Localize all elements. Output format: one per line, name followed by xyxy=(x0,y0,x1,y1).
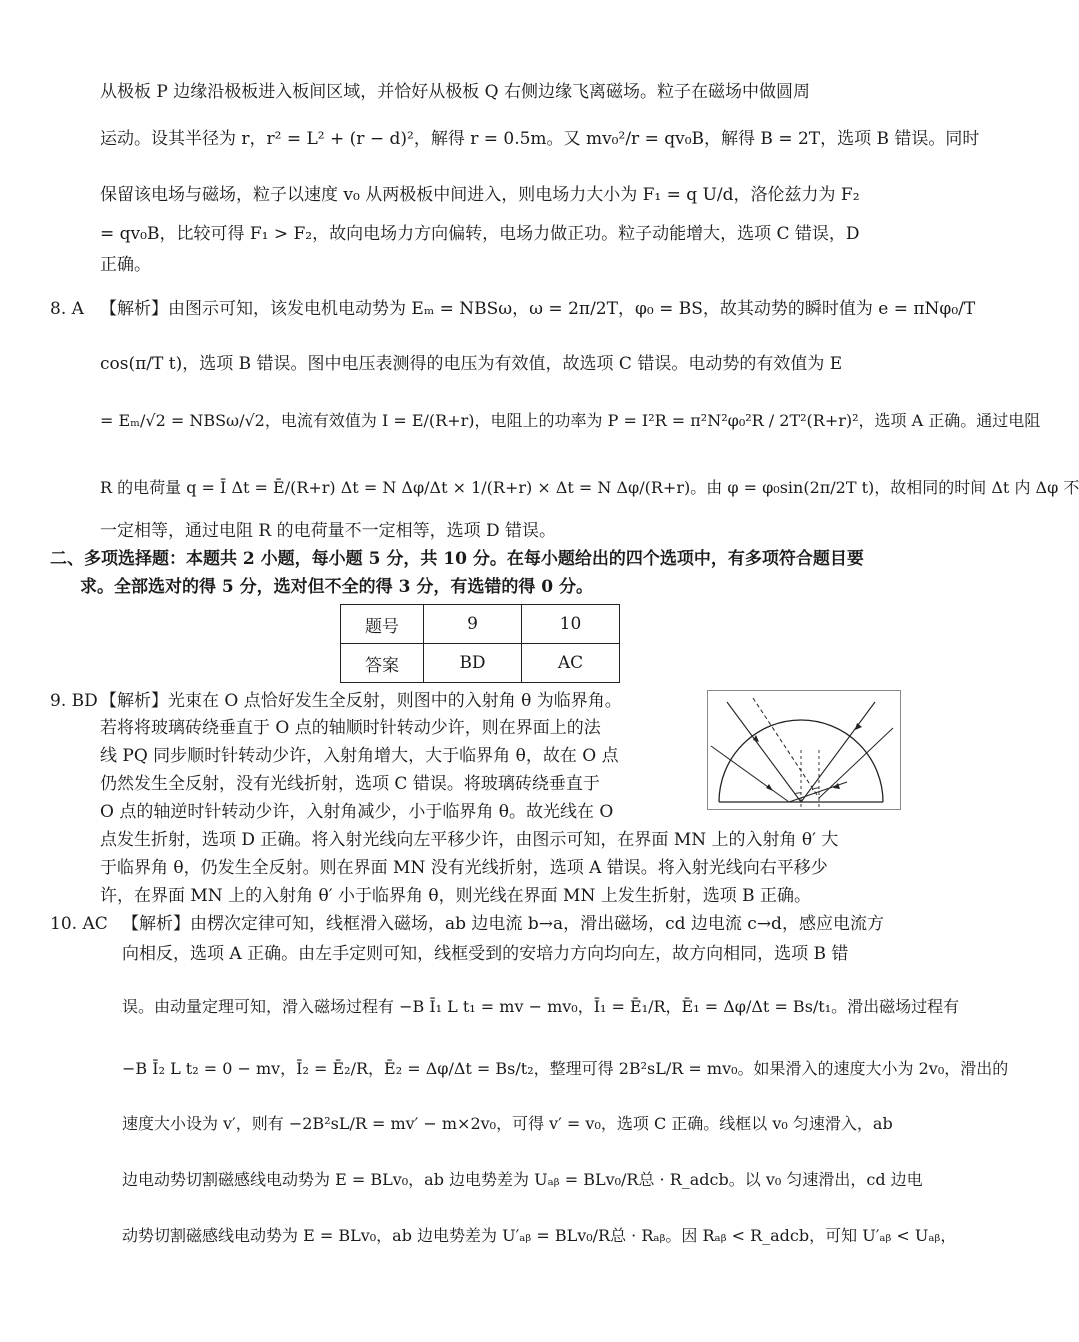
text-line: 动势切割磁感线电动势为 E = BLv₀，ab 边电势差为 U′ₐᵦ = BLv₀/R总 · Rₐᵦ。因 Rₐᵦ < R_adcb，可知 U′ₐᵦ < Uₐᵦ， xyxy=(122,1226,957,1245)
optics-diagram xyxy=(707,690,901,810)
text-line: 仍然发生全反射，没有光线折射，选项 C 错误。将玻璃砖绕垂直于 xyxy=(100,774,600,794)
angle-arc xyxy=(795,793,801,794)
text-line: cos(π/T t)，选项 B 错误。图中电压表测得的电压为有效值，故选项 C 错误。电动势的有效值为 E xyxy=(100,354,843,374)
table-row xyxy=(341,605,620,644)
question-number: 9. BD xyxy=(50,691,98,711)
text-line: 向相反，选项 A 正确。由左手定则可知，线框受到的安培力方向均向左，故方向相同，选项 B 错 xyxy=(122,944,849,964)
arrow-head xyxy=(753,735,759,742)
text-run: 【解析】由图示可知，该发电机电动势为 Eₘ = NBSω，ω = 2π/2T，φ₀ = BS，故其动势的瞬时值为 e = πNφ₀/T xyxy=(100,299,976,319)
text-line: O 点的轴逆时针转动少许，入射角减少，小于临界角 θ。故光线在 O xyxy=(100,802,614,822)
section-heading: 求。全部选对的得 5 分，选对但不全的得 3 分，有选错的得 0 分。 xyxy=(80,577,593,597)
question-10-line xyxy=(50,912,900,936)
text-line: 保留该电场与磁场，粒子以速度 v₀ 从两极板中间进入，则电场力大小为 F₁ = q U/d，洛伦兹力为 F₂ xyxy=(100,185,860,205)
text-line: = Eₘ/√2 = NBSω/√2，电流有效值为 I = E/(R+r)，电阻上的功率为 P = I²R = π²N²φ₀²R / 2T²(R+r)²，选项 A 正确。通过电阻 xyxy=(100,411,1041,430)
table-row xyxy=(341,644,620,683)
incident-ray xyxy=(727,702,801,802)
table-cell: BD xyxy=(424,644,522,683)
answer-table xyxy=(340,604,620,683)
arrow-head xyxy=(766,784,773,791)
text-line: 若将将玻璃砖绕垂直于 O 点的轴顺时针转动少许，则在界面上的法 xyxy=(100,718,601,738)
text-line: 点发生折射，选项 D 正确。将入射光线向左平移少许，由图示可知，在界面 MN 上的入射角 θ′ 大 xyxy=(100,830,839,850)
table-header-cell: 题号 xyxy=(341,605,424,644)
question-number: 10. AC xyxy=(50,914,108,934)
question-9-line xyxy=(50,689,670,713)
text-line: −B Ī₂ L t₂ = 0 − mv，Ī₂ = Ē₂/R，Ē₂ = Δφ/Δt = Bs/t₂，整理可得 2B²sL/R = mv₀。如果滑入的速度大小为 2v₀，滑出的 xyxy=(122,1059,1009,1078)
text-line: 边电动势切割磁感线电动势为 E = BLv₀，ab 边电势差为 Uₐᵦ = BLv₀/R总 · R_adcb。以 v₀ 匀速滑出，cd 边电 xyxy=(122,1170,923,1189)
text-run: 【解析】由楞次定律可知，线框滑入磁场，ab 边电流 b→a，滑出磁场，cd 边电流 c→d，感应电流方 xyxy=(122,914,884,934)
text-line: 许，在界面 MN 上的入射角 θ′ 小于临界角 θ，则光线在界面 MN 上发生折射，选项 B 正确。 xyxy=(100,886,812,906)
text-line: 速度大小设为 v′，则有 −2B²sL/R = mv′ − m×2v₀，可得 v′ = v₀，选项 C 正确。线框以 v₀ 匀速滑入，ab xyxy=(122,1114,893,1133)
text-line: 从极板 P 边缘沿极板进入板间区域，并恰好从极板 Q 右侧边缘飞离磁场。粒子在磁场中做圆周 xyxy=(100,82,810,102)
text-line: 运动。设其半径为 r，r² = L² + (r − d)²，解得 r = 0.5m。又 mv₀²/r = qv₀B，解得 B = 2T，选项 B 错误。同时 xyxy=(100,129,980,149)
text-line: 误。由动量定理可知，滑入磁场过程有 −B Ī₁ L t₁ = mv − mv₀，Ī₁ = Ē₁/R，Ē₁ = Δφ/Δt = Bs/t₁。滑出磁场过程有 xyxy=(122,997,960,1016)
table-header-cell: 答案 xyxy=(341,644,424,683)
text-line: R 的电荷量 q = Ī Δt = Ē/(R+r) Δt = N Δφ/Δt × 1/(R+r) × Δt = N Δφ/(R+r)。由 φ = φ₀sin(2π/2T t)，故相同的时间 Δt 内 Δφ 不 xyxy=(100,478,1079,497)
question-8-line xyxy=(50,297,976,321)
text-line: 线 PQ 同步顺时针转动少许，入射角增大，大于临界角 θ，故在 O 点 xyxy=(100,746,619,766)
table-cell: AC xyxy=(522,644,620,683)
figure-frame xyxy=(708,691,901,810)
table-cell: 10 xyxy=(522,605,620,644)
shifted-ray-right xyxy=(711,746,789,802)
text-line: = qv₀B，比较可得 F₁ > F₂，故向电场力方向偏转，电场力做正功。粒子动能增大，选项 C 错误，D xyxy=(100,224,860,244)
table-cell: 9 xyxy=(424,605,522,644)
question-number: 8. A xyxy=(50,299,84,319)
text-run: 【解析】光束在 O 点恰好发生全反射，则图中的入射角 θ 为临界角。 xyxy=(100,691,622,711)
text-line: 正确。 xyxy=(100,255,151,275)
text-line: 一定相等，通过电阻 R 的电荷量不一定相等，选项 D 错误。 xyxy=(100,521,557,541)
section-heading: 二、多项选择题：本题共 2 小题，每小题 5 分，共 10 分。在每小题给出的四个选项中，有多项符合题目要 xyxy=(50,549,864,569)
text-line: 于临界角 θ，仍发生全反射。则在界面 MN 没有光线折射，选项 A 错误。将入射光线向右平移少 xyxy=(100,858,828,878)
